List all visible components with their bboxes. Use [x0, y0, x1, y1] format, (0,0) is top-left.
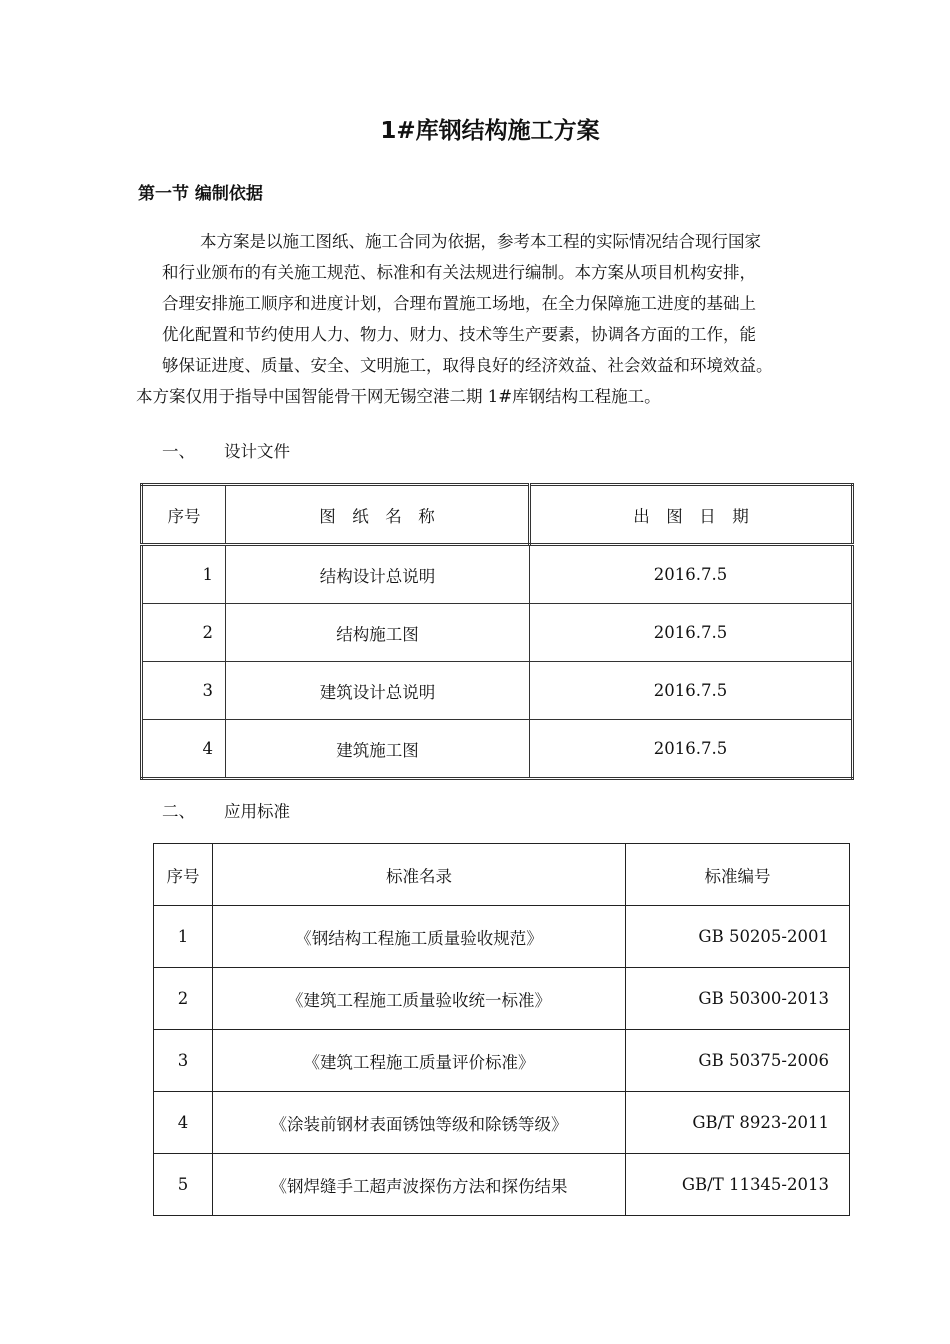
table-row [142, 720, 853, 779]
standard-name: 《建筑工程施工质量评价标准》 [213, 1030, 626, 1092]
header-cell: 标准编号 [626, 844, 850, 906]
standard-name: 《钢焊缝手工超声波探伤方法和探伤结果 [213, 1154, 626, 1216]
header-cell: 序号 [154, 844, 213, 906]
drawing-name: 结构设计总说明 [226, 545, 530, 604]
table-header-row [142, 485, 853, 545]
table-row [154, 1154, 850, 1216]
issue-date: 2016.7.5 [530, 545, 853, 604]
document-title: 1#库钢结构施工方案 [380, 118, 600, 144]
standard-code: GB/T 8923-2011 [626, 1092, 850, 1154]
standard-code: GB 50300-2013 [626, 968, 850, 1030]
paragraph-line: 本方案是以施工图纸、施工合同为依据，参考本工程的实际情况结合现行国家 [200, 232, 761, 251]
drawing-name: 建筑设计总说明 [226, 662, 530, 720]
drawing-name: 建筑施工图 [226, 720, 530, 779]
row-index: 4 [142, 720, 226, 779]
row-index: 4 [154, 1092, 213, 1154]
table-row [154, 968, 850, 1030]
subsection-number: 二、 [162, 802, 195, 821]
table-row [154, 1030, 850, 1092]
subsection-title: 应用标准 [224, 802, 290, 821]
row-index: 5 [154, 1154, 213, 1216]
standards-table [153, 843, 850, 1216]
row-index: 3 [142, 662, 226, 720]
standard-name: 《涂装前钢材表面锈蚀等级和除锈等级》 [213, 1092, 626, 1154]
table-row [154, 1092, 850, 1154]
row-index: 3 [154, 1030, 213, 1092]
row-index: 2 [154, 968, 213, 1030]
table-row [142, 662, 853, 720]
standard-code: GB 50375-2006 [626, 1030, 850, 1092]
row-index: 2 [142, 604, 226, 662]
header-cell: 出 图 日 期 [530, 485, 853, 545]
paragraph-line: 合理安排施工顺序和进度计划，合理布置施工场地，在全力保障施工进度的基础上 [162, 294, 756, 313]
table-row [154, 906, 850, 968]
drawing-name: 结构施工图 [226, 604, 530, 662]
paragraph-line: 够保证进度、质量、安全、文明施工，取得良好的经济效益、社会效益和环境效益。 [162, 356, 773, 375]
design-files-table [140, 483, 854, 780]
table-row [142, 604, 853, 662]
header-cell: 标准名录 [213, 844, 626, 906]
issue-date: 2016.7.5 [530, 720, 853, 779]
table-row [142, 545, 853, 604]
paragraph-line: 本方案仅用于指导中国智能骨干网无锡空港二期 1#库钢结构工程施工。 [136, 387, 661, 406]
paragraph-line: 优化配置和节约使用人力、物力、财力、技术等生产要素，协调各方面的工作，能 [162, 325, 756, 344]
issue-date: 2016.7.5 [530, 662, 853, 720]
issue-date: 2016.7.5 [530, 604, 853, 662]
paragraph-line: 和行业颁布的有关施工规范、标准和有关法规进行编制。本方案从项目机构安排， [162, 263, 756, 282]
standard-name: 《钢结构工程施工质量验收规范》 [213, 906, 626, 968]
table-header-row [154, 844, 850, 906]
subsection-title: 设计文件 [224, 442, 290, 461]
section-heading: 第一节 编制依据 [138, 184, 263, 204]
row-index: 1 [154, 906, 213, 968]
intro-paragraph [136, 226, 892, 412]
subsection-number: 一、 [162, 442, 195, 461]
header-cell: 图 纸 名 称 [226, 485, 530, 545]
header-cell: 序号 [142, 485, 226, 545]
row-index: 1 [142, 545, 226, 604]
standard-code: GB 50205-2001 [626, 906, 850, 968]
standard-code: GB/T 11345-2013 [626, 1154, 850, 1216]
standard-name: 《建筑工程施工质量验收统一标准》 [213, 968, 626, 1030]
